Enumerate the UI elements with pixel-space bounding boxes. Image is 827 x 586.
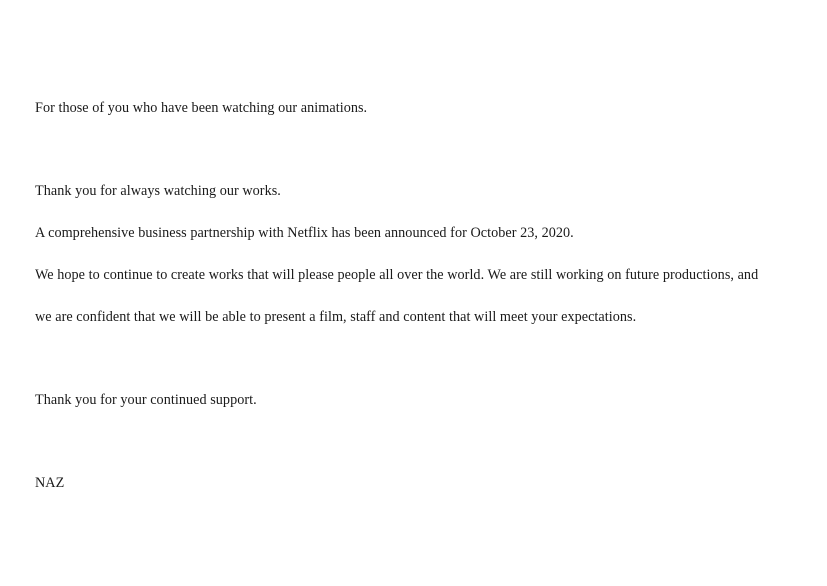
hope-line-2: we are confident that we will be able to present a film, staff and content that will meet your expectations. (35, 309, 637, 325)
announcement-line: A comprehensive business partnership with Netflix has been announced for October 23, 2020. (35, 225, 574, 241)
thanks-line: Thank you for always watching our works. (35, 183, 281, 199)
hope-line-1: We hope to continue to create works that will please people all over the world. We are still working on future productions, and (35, 267, 759, 283)
signature: NAZ (35, 475, 65, 491)
greeting-line: For those of you who have been watching our animations. (35, 100, 368, 116)
closing-line: Thank you for your continued support. (35, 392, 257, 408)
